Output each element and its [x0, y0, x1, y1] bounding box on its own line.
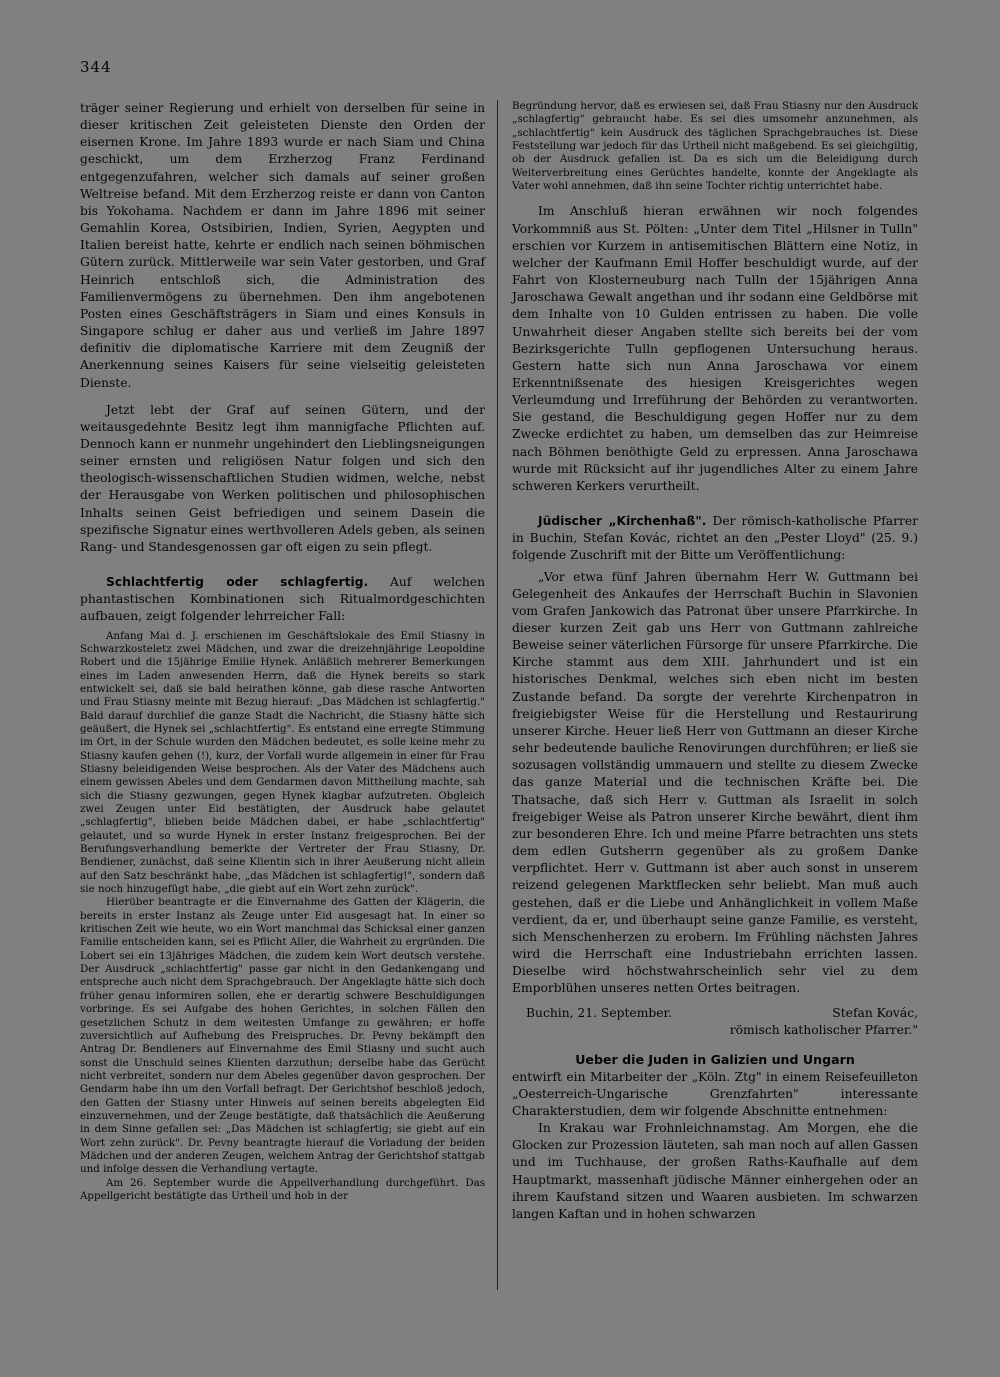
signature-title: römisch katholischer Pfarrer.": [729, 1023, 918, 1038]
quoted-letter: „Vor etwa fünf Jahren übernahm Herr W. Guttmann bei Gelegenheit des Ankaufes der Herrschaft Buchin in Slavonien vom Grafen Jankowich das Patronat über unsere Pfarrkirche. In dieser kurzen Zeit gab uns Herr von Guttmann zahlreiche Beweise seiner väterlichen Fürsorge für unsere Pfarrkirche. Die Kirche stammt aus dem XIII. Jahrhundert und ist ein historisches Denkmal, welches sich eben nicht im besten Zustande befand. Da sorgte der verehrte Kirchenpatron in freigiebigster Weise für die Herstellung und Restaurirung unserer Kirche. Heuer ließ Herr von Guttmann an dieser Kirche sehr bedeutende bauliche Renovirungen durchführen; er ließ sie sozusagen vollständig ummauern und stellte zu diesem Zwecke das ganze Material und die technischen Kräfte bei. Die Thatsache, daß sich Herr v. Guttman als Israelit in solch freigebiger Weise als Patron unserer Kirche bewährt, dient ihm zur besonderen Ehre. Ich und meine Pfarre betrachten uns stets dem edlen Gutsherrn gegenüber als zu großem Danke verpflichtet. Herr v. Guttmann ist aber auch sonst in unserem reizend gelegenen Marktflecken sehr beliebt. Man muß auch gestehen, daß er die Liebe und Anhänglichkeit in vollem Maße verdient, da er, und überhaupt seine ganze Familie, es versteht, sich Menschenherzen zu erobern. Im Frühling nächsten Jahres wird die Herrschaft eine Industriebahn errichten lassen. Dieselbe wird höchstwahrscheinlich sehr viel zu dem Emporblühen unseres netten Ortes beitragen.: [512, 569, 918, 996]
quoted-report: Anfang Mai d. J. erschienen im Geschäftslokale des Emil Stiasny in Schwarzkosteletz zwei Mädchen, und zwar die dreizehnjährige Leopoldine Robert und die 15jährige Emilie Hynek. Anläßlich mehrerer Bemerkungen eines im Laden anwesenden Herrn, daß die Hynek bereits so stark entwickelt sei, daß sie bald heirathen könne, gab diese rasche Antworten und Frau Stiasny meinte mit Bezug hierauf: „Das Mädchen ist schlagfertig." Bald darauf durchlief die ganze Stadt die Nachricht, die Stiasny hätte sich geäußert, die Hynek sei „schlachtfertig". Es entstand eine erregte Stimmung im Ort, in der Schule wurden den Mädchen bedeutet, es solle keine mehr zu Stiasny kaufen gehen (!), kurz, der Vorfall wurde allgemein in einer für Frau Stiasny beleidigenden Weise besprochen. Als der Vater des Mädchens auch einem gewissen Abeles und dem Gendarmen davon Mittheilung machte, sah sich die Stiasny gezwungen, gegen Hynek klagbar aufzutreten. Obgleich zwei Zeugen unter Eid bestätigten, der Ausdruck habe gelautet „schlagfertig", blieben beide Mädchen dabei, er habe „schlachtfertig" gelautet, und so wurde Hynek in erster Instanz freigesprochen. Bei der Berufungsverhandlung bemerkte der Vertreter der Frau Stiasny, Dr. Bendiener, zunächst, daß seine Klientin sich in ihrer Aeußerung nicht allein auf den Satz beschränkt habe, „das Mädchen ist schlagfertig!", sondern daß sie noch hinzugefügt habe, „die giebt auf ein Wort zehn zurück".: [80, 629, 485, 896]
paragraph: entwirft ein Mitarbeiter der „Köln. Ztg" in einem Reisefeuilleton „Oesterreich-Ungarische Grenzfahrten" interessante Charakterstudien, dem wir folgende Abschnitte entnehmen:: [512, 1069, 918, 1118]
article-heading: Jüdischer „Kirchenhaß".: [538, 514, 707, 529]
article-heading: Schlachtfertig oder schlagfertig.: [106, 575, 369, 590]
paragraph: In Krakau war Frohnleichnamstag. Am Morgen, ehe die Glocken zur Prozession läuteten, sah man noch auf allen Gassen und im Tuchhause, der großen Raths-Kaufhalle auf dem Hauptmarkt, massenhaft jüdische Männer einhergehen oder an ihrem Kaufstand sitzen und Waaren ausbieten. Im schwarzen langen Kaftan und in hohen schwarzen: [512, 1121, 918, 1221]
article-intro: [80, 574, 485, 625]
signature-block: [512, 1005, 918, 1039]
paragraph: Im Anschluß hieran erwähnen wir noch folgendes Vorkommniß aus St. Pölten: „Unter dem Titel „Hilsner in Tulln" erschien vor Kurzem in antisemitischen Blättern eine Notiz, in welcher der Kaufmann Emil Hoffer beschuldigt wurde, auf der Fahrt von Klosterneuburg nach Tulln der 15jährigen Anna Jaroschawa Gewalt angethan und ihr sodann eine Geldbörse mit dem Inhalte von 10 Gulden entrissen zu haben. Die volle Unwahrheit dieser Angaben stellte sich bereits bei der vom Bezirksgerichte Tulln gepflogenen Untersuchung heraus. Gestern hatte sich nun Anna Jaroschawa vor einem Erkenntnißsenate des hiesigen Kreisgerichtes wegen Verleumdung und Irreführung der Behörden zu verantworten. Sie gestand, die Beschuldigung gegen Hoffer nur zu dem Zwecke erdichtet zu haben, um demselben das zur Heimreise nach Böhmen benöthigte Geld zu erpressen. Anna Jaroschawa wurde mit Rücksicht auf ihr jugendliches Alter zu einem Jahre schweren Kerkers verurtheilt.: [512, 204, 918, 493]
column-divider: [497, 100, 498, 1290]
paragraph: Jetzt lebt der Graf auf seinen Gütern, und der weitausgedehnte Besitz legt ihm mannigfache Pflichten auf. Dennoch kann er nunmehr ungehindert den Lieblingsneigungen seiner ernsten und religiösen Natur folgen und sich den theologisch-wissenschaftlichen Studien widmen, welche, nebst der Herausgabe von Werken politischen und philosophischen Inhalts seinen Geist befriedigen und seinem Dasein die spezifische Signatur eines werthvolleren Adels geben, als seinen Rang- und Standesgenossen gar oft eigen zu sein pflegt.: [80, 402, 485, 554]
article-intro-text: Auf welchen phantastischen Kombinationen sich Ritualmordgeschichten aufbauen, zeigt folgender lehrreicher Fall:: [80, 575, 485, 624]
article-heading: Ueber die Juden in Galizien und Ungarn: [575, 1051, 855, 1067]
article-intro-text: Der römisch-katholische Pfarrer in Buchin, Stefan Kovác, richtet an den „Pester Lloyd" (25. 9.) folgende Zuschrift mit der Bitte um Veröffentlichung:: [512, 514, 918, 563]
quoted-report: Begründung hervor, daß es erwiesen sei, daß Frau Stiasny nur den Ausdruck „schlagfertig" gebraucht habe. Es sei dies umsomehr anzunehmen, als „schlachtfertig" kein Ausdruck des täglichen Sprachgebrauches ist. Diese Feststellung war jedoch für das Urtheil nicht maßgebend. Es sei gleichgiltig, ob der Ausdruck gefallen ist. Da es sich um die Beleidigung durch Weiterverbreitung eines Gerüchtes handelte, konnte der Angeklagte als Vater wohl annehmen, daß ihn seine Tochter richtig unterrichtet habe.: [512, 100, 918, 193]
left-column: [80, 100, 485, 1203]
signature-place: Buchin, 21. September.: [526, 1006, 672, 1021]
page-number: 344: [80, 58, 112, 76]
quoted-report: Hierüber beantragte er die Einvernahme des Gatten der Klägerin, die bereits in erster Instanz als Zeuge unter Eid ausgesagt hat. In einer so kritischen Zeit wie heute, wo ein Wort manchmal das Schicksal einer ganzen Familie entscheiden kann, sei es Pflicht Aller, die Wahrheit zu ergründen. Die Lobert sei ein 13jähriges Mädchen, die zudem kein Wort deutsch verstehe. Der Ausdruck „schlachtfertig" passe gar nicht in den Gedankengang und entspreche auch nicht dem Sprachgebrauch. Der Angeklagte hätte sich doch früher genau informiren sollen, ehe er derartig schwere Beschuldigungen vorbringe. Es sei Aufgabe des hohen Gerichtes, in solchen Fällen den gesetzlichen Schutz in dem weitesten Umfange zu gewähren; er hoffe zuversichtlich auf Aufhebung des Freispruches. Dr. Pevny bekämpft den Antrag Dr. Bendieners auf Einvernahme des Emil Stiasny und sucht auch sonst die Unschuld seines Klienten darzuthun; derselbe habe das Gerücht nicht verbreitet, sondern nur dem Abeles gegenüber davon gesprochen. Der Gendarm habe ihn um den Vorfall befragt. Der Gerichtshof beschloß jedoch, den Gatten der Stiasny unter Hinweis auf seinen bereits abgelegten Eid einzuvernehmen, und der Zeuge bestätigte, daß thatsächlich die Aeußerung in dem Sinne gefallen sei: „Das Mädchen ist schlagfertig; sie giebt auf ein Wort zehn zurück". Dr. Pevny beantragte hierauf die Vorladung der beiden Mädchen und der anderen Zeugen, welchem Antrag der Gerichtshof stattgab und infolge dessen die Verhandlung vertagte.: [80, 896, 485, 1176]
right-column: [512, 100, 918, 1223]
article-intro: [512, 513, 918, 564]
signature-name: Stefan Kovác,: [832, 1006, 918, 1021]
paragraph: träger seiner Regierung und erhielt von derselben für seine in dieser kritischen Zeit geleisteten Dienste den Orden der eisernen Krone. Im Jahre 1893 wurde er nach Siam und China geschickt, um dem Erzherzog Franz Ferdinand entgegenzufahren, welcher sich damals auf seiner großen Weltreise befand. Mit dem Erzherzog reiste er dann von Canton bis Yokohama. Nachdem er dann im Jahre 1896 mit seiner Gemahlin Korea, Ostsibirien, Indien, Syrien, Aegypten und Italien bereist hatte, kehrte er endlich nach seinen böhmischen Gütern zurück. Mittlerweile war sein Vater gestorben, und Graf Heinrich entschloß sich, die Administration des Familienvermögens zu übernehmen. Den ihm angebotenen Posten eines Geschäftsträgers in Siam und eines Konsuls in Singapore schlug er daher aus und verließ im Jahre 1897 definitiv die diplomatische Karriere mit dem Zeugniß der Anerkennung seines Kaisers für seine vielseitig geleisteten Dienste.: [80, 101, 485, 390]
quoted-report: Am 26. September wurde die Appellverhandlung durchgeführt. Das Appellgericht bestätigte das Urtheil und hob in der: [80, 1176, 485, 1202]
